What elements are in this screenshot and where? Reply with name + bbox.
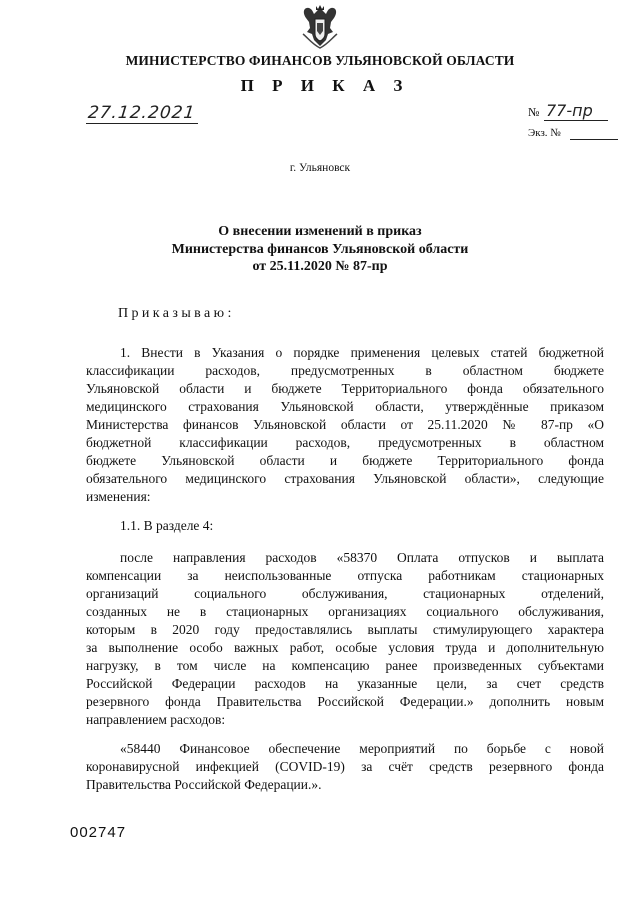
paragraph-line: Министерства финансов Ульяновской области от 25.11.2020 № 87-пр «О bbox=[86, 417, 604, 432]
document-code: 002747 bbox=[70, 824, 127, 841]
paragraph-line: обязательного медицинского страхования Ульяновской области», следующие bbox=[86, 471, 604, 486]
document-number bbox=[528, 103, 608, 147]
number-sign: № bbox=[528, 105, 540, 119]
title-line: Министерства финансов Ульяновской области bbox=[171, 241, 469, 257]
paragraph-line: организаций социального обслуживания, стационарных отделений, bbox=[86, 586, 604, 601]
paragraph-line: резервного фонда Правительства Российской Федерации.» дополнить новым bbox=[86, 694, 604, 709]
city-name: г. Ульяновск bbox=[289, 162, 351, 174]
paragraph-line: нагрузку, в том числе на компенсацию ранее произведенных субъектами bbox=[86, 658, 604, 673]
paragraph-line: компенсации за неиспользованные отпуска работникам стационарных bbox=[86, 568, 604, 583]
paragraph-line: после направления расходов «58370 Оплата отпусков и выплата bbox=[120, 550, 604, 565]
paragraph-line: Российской Федерации расходов на указанные цели, за счет средств bbox=[86, 676, 604, 691]
document-type-title: П Р И К А З bbox=[240, 76, 410, 95]
paragraph-line: которым в 2020 году предоставлялись выплаты стимулирующего характера bbox=[86, 622, 604, 637]
handwritten-number: 77-пр bbox=[546, 101, 593, 120]
paragraph-line: созданных не в стационарных организациях социального обслуживания, bbox=[86, 604, 604, 619]
coat-of-arms-icon bbox=[300, 4, 340, 50]
order-word: Приказываю: bbox=[118, 306, 235, 321]
date-underline bbox=[86, 123, 198, 124]
paragraph-line: изменения: bbox=[86, 489, 151, 504]
paragraph-line: направлением расходов: bbox=[86, 712, 226, 727]
paragraph-2 bbox=[86, 517, 604, 535]
paragraph-line: коронавирусной инфекцией (COVID-19) за счёт средств резервного фонда bbox=[86, 759, 604, 774]
paragraph-line: бюджете Ульяновской области и бюджете Территориального фонда bbox=[86, 453, 604, 468]
paragraph-line: за выполнение особо важных работ, особые условия труда и дополнительную bbox=[86, 640, 604, 655]
paragraph-line: Ульяновской области и бюджете Территориального фонда обязательного bbox=[86, 381, 604, 396]
document-date bbox=[86, 103, 198, 127]
paragraph-1 bbox=[86, 344, 604, 506]
copy-number-label: Экз. № bbox=[528, 127, 561, 139]
ministry-name: МИНИСТЕРСТВО ФИНАНСОВ УЛЬЯНОВСКОЙ ОБЛАСТИ bbox=[125, 53, 515, 68]
handwritten-date: 27.12.2021 bbox=[86, 103, 197, 123]
paragraph-line: 1.1. В разделе 4: bbox=[120, 518, 214, 533]
copy-number-underline bbox=[570, 139, 618, 140]
document-title bbox=[0, 223, 640, 276]
title-line: от 25.11.2020 № 87-пр bbox=[252, 259, 388, 274]
paragraph-4 bbox=[86, 740, 604, 794]
paragraph-line: классификации расходов, предусмотренных в областном бюджете bbox=[86, 363, 604, 378]
paragraph-line: «58440 Финансовое обеспечение мероприятий по борьбе с новой bbox=[120, 741, 604, 756]
paragraph-3 bbox=[86, 549, 604, 729]
title-line: О внесении изменений в приказ bbox=[218, 224, 422, 239]
paragraph-line: 1. Внести в Указания о порядке применения целевых статей бюджетной bbox=[120, 345, 604, 360]
paragraph-line: Правительства Российской Федерации.». bbox=[86, 777, 322, 792]
number-underline bbox=[544, 120, 608, 121]
paragraph-line: бюджетной классификации расходов, предусмотренных в областном bbox=[86, 435, 604, 450]
paragraph-line: медицинского страхования Ульяновской области, утверждённые приказом bbox=[86, 399, 604, 414]
